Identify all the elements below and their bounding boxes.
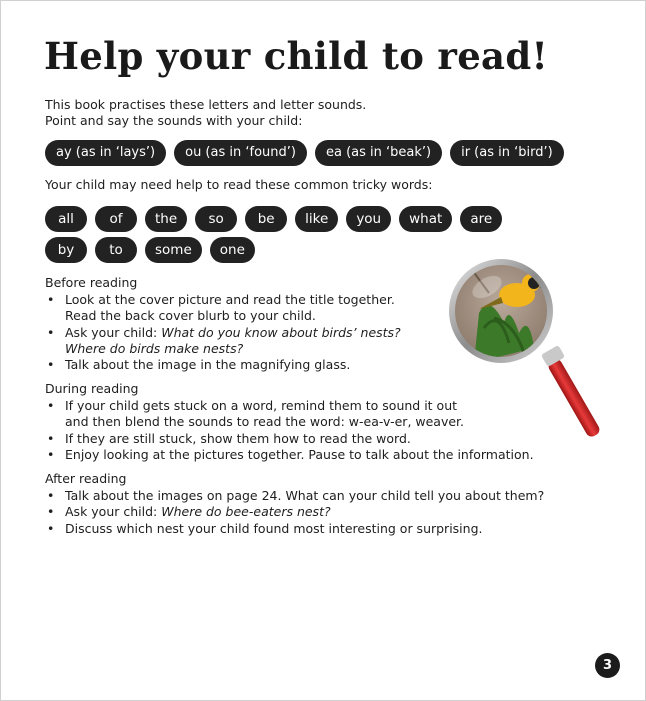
sound-pill: ea (as in ‘beak’) (315, 140, 442, 166)
tricky-word-pill: of (95, 206, 137, 232)
after-reading-heading: After reading (45, 471, 127, 486)
list-item: • If they are still stuck, show them how to read the word. (45, 431, 534, 447)
magnifying-glass-image (449, 253, 624, 473)
sound-pill: ir (as in ‘bird’) (450, 140, 564, 166)
tricky-word-pill: by (45, 237, 87, 263)
tricky-word-pill: some (145, 237, 202, 263)
tricky-word-pill: are (460, 206, 502, 232)
sound-pill: ou (as in ‘found’) (174, 140, 307, 166)
magnifier-handle (541, 345, 602, 439)
during-reading-heading: During reading (45, 381, 139, 396)
tricky-word-pill: what (399, 206, 452, 232)
list-item: • Discuss which nest your child found most interesting or surprising. (45, 521, 544, 537)
intro-text (45, 97, 366, 129)
list-item: • Talk about the images on page 24. What can your child tell you about them? (45, 488, 544, 504)
page-number-badge: 3 (595, 653, 620, 678)
list-item: • Talk about the image in the magnifying glass. (45, 357, 401, 373)
intro-line-1: This book practises these letters and letter sounds. (45, 97, 367, 112)
list-item: • Ask your child: What do you know about birds’ nests? Where do birds make nests? (45, 325, 401, 357)
list-item: • Ask your child: Where do bee-eaters nest? (45, 504, 544, 520)
tricky-word-pill: to (95, 237, 137, 263)
list-item: • Look at the cover picture and read the title together. Read the back cover blurb to your child. (45, 292, 401, 324)
tricky-words-row-2 (45, 237, 255, 263)
tricky-word-pill: be (245, 206, 287, 232)
tricky-words-row-1 (45, 206, 502, 232)
tricky-word-pill: so (195, 206, 237, 232)
before-reading-heading: Before reading (45, 275, 138, 290)
list-item: • If your child gets stuck on a word, remind them to sound it out and then blend the sounds to read the word: w-ea-v-er, weaver. (45, 398, 534, 430)
tricky-word-pill: one (210, 237, 255, 263)
tricky-word-pill: the (145, 206, 187, 232)
tricky-word-pill: you (346, 206, 391, 232)
tricky-words-label: Your child may need help to read these common tricky words: (45, 177, 433, 192)
tricky-word-pill: like (295, 206, 338, 232)
sound-pill: ay (as in ‘lays’) (45, 140, 166, 166)
intro-line-2: Point and say the sounds with your child: (45, 113, 303, 128)
list-item: • Enjoy looking at the pictures together. Pause to talk about the information. (45, 447, 534, 463)
tricky-word-pill: all (45, 206, 87, 232)
letter-sounds-row (45, 140, 564, 166)
page-title: Help your child to read! (44, 34, 549, 78)
after-reading-section (45, 471, 544, 537)
before-reading-section (45, 275, 401, 373)
